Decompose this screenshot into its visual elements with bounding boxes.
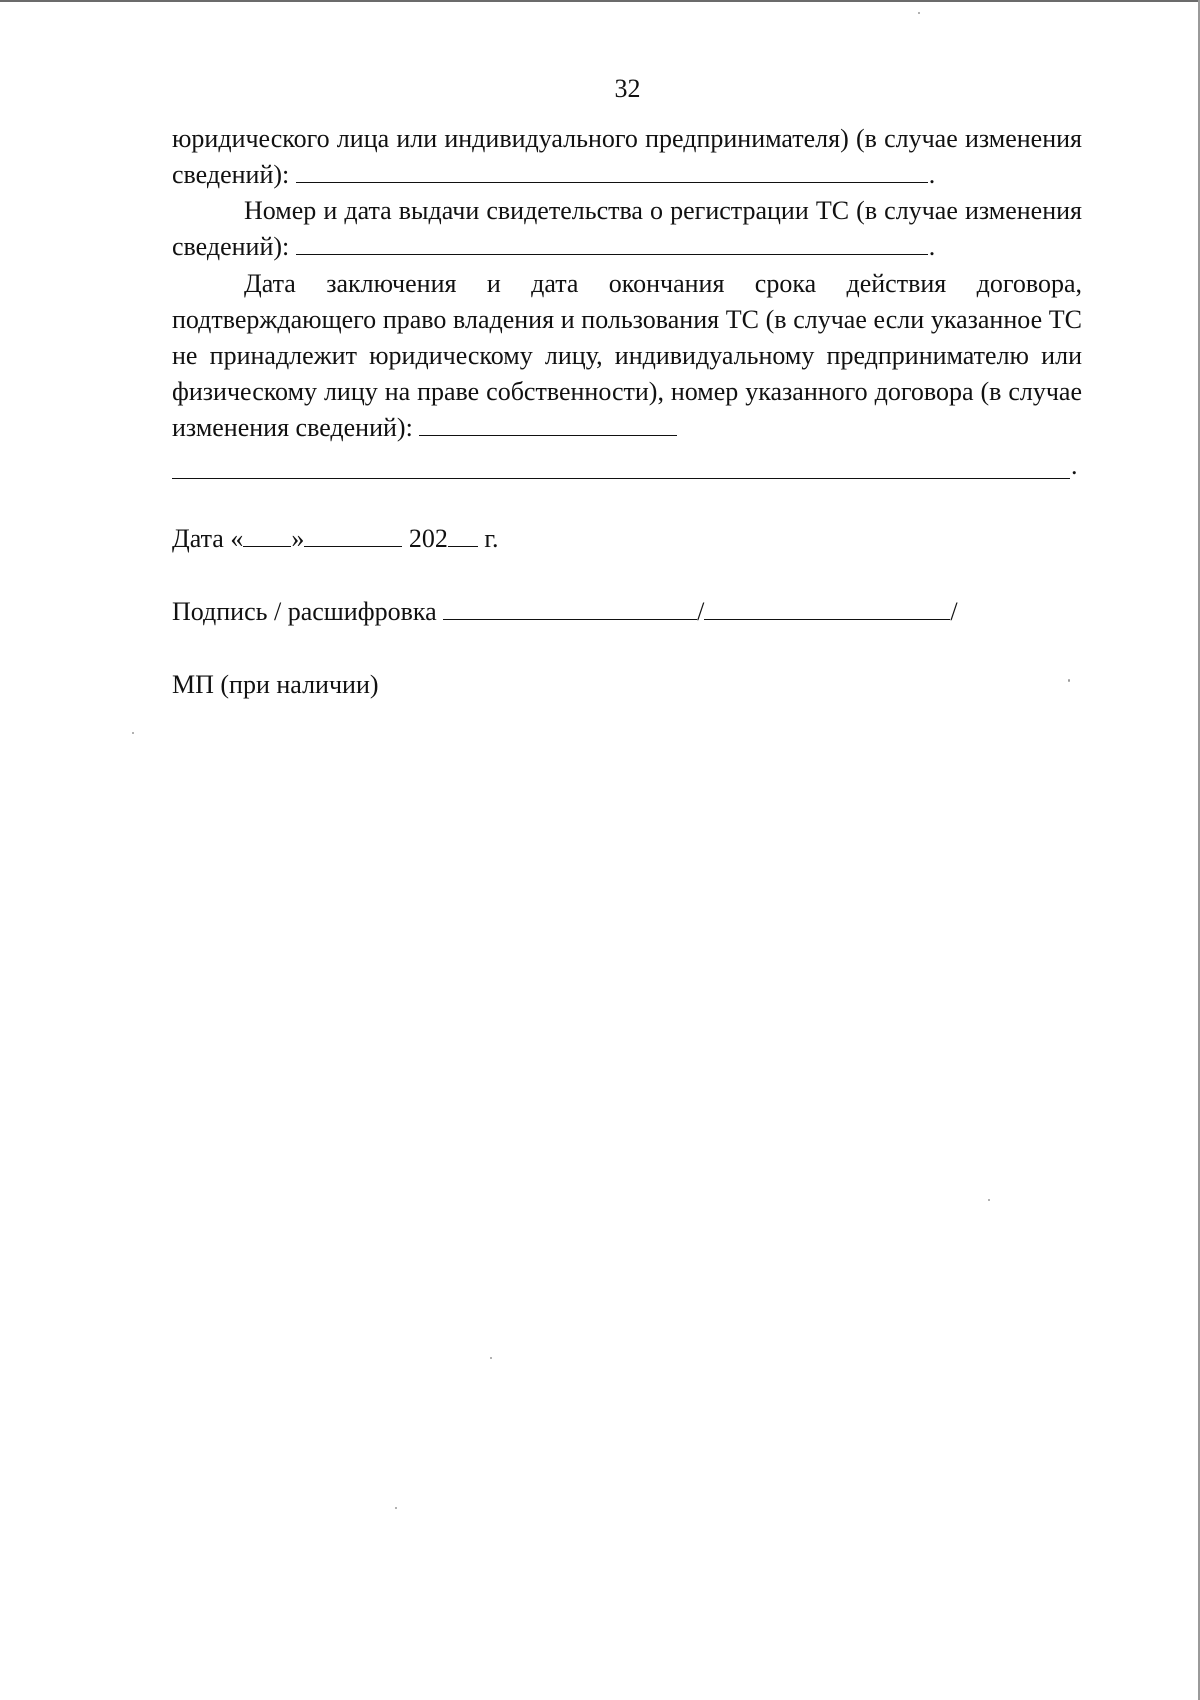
year-prefix: 202 [408, 524, 448, 553]
scan-speck [132, 732, 134, 734]
month-blank-field[interactable] [304, 524, 402, 547]
date-field-row [172, 521, 499, 557]
blank-line-field-continued[interactable] [172, 478, 1070, 479]
scan-edge-top [0, 0, 1200, 2]
day-blank-field[interactable] [243, 524, 291, 547]
year-blank-field[interactable] [448, 524, 478, 547]
blank-line-field[interactable] [296, 232, 928, 255]
signature-label: Подпись / расшифровка [172, 597, 437, 626]
paragraph-legal-entity-changes [172, 121, 1082, 193]
line-end-dot: . [928, 160, 936, 189]
line-end-dot: . [1071, 451, 1078, 480]
signature-blank-field[interactable] [443, 597, 697, 620]
scan-speck [490, 1357, 492, 1359]
date-quote-close: » [291, 524, 305, 553]
scan-speck [1068, 679, 1070, 682]
paragraph-registration-certificate [172, 193, 1082, 265]
page-number: 32 [614, 74, 641, 103]
signature-separator: / [697, 597, 705, 626]
year-suffix: г. [484, 524, 499, 553]
line-end-dot: . [928, 232, 936, 261]
scan-speck [988, 1199, 990, 1201]
stamp-label: МП (при наличии) [172, 670, 379, 699]
signature-end-slash: / [950, 597, 958, 626]
signature-decoding-blank-field[interactable] [704, 597, 950, 620]
paragraph-contract-dates [172, 266, 1082, 446]
signature-row [172, 594, 958, 630]
blank-line-field[interactable] [296, 160, 928, 183]
scan-speck [918, 12, 920, 14]
paragraph-text: Номер и дата выдачи свидетельства о регистрации ТС (в случае изменения сведений): [172, 196, 1082, 261]
blank-line-field[interactable] [419, 413, 677, 436]
paragraph-text: Дата заключения и дата окончания срока действия договора, подтверждающего право владения и пользования ТС (в случае если указанное ТС не принадлежит юридическому лицу, индивидуальному предпринимателю или физическому лицу на праве собственности), номер указанного договора (в случае изменения сведений): [172, 269, 1082, 442]
scan-speck [395, 1507, 397, 1509]
paragraph-text: юридического лица или индивидуального предпринимателя) (в случае изменения сведений): [172, 124, 1082, 189]
date-label: Дата « [172, 524, 244, 553]
